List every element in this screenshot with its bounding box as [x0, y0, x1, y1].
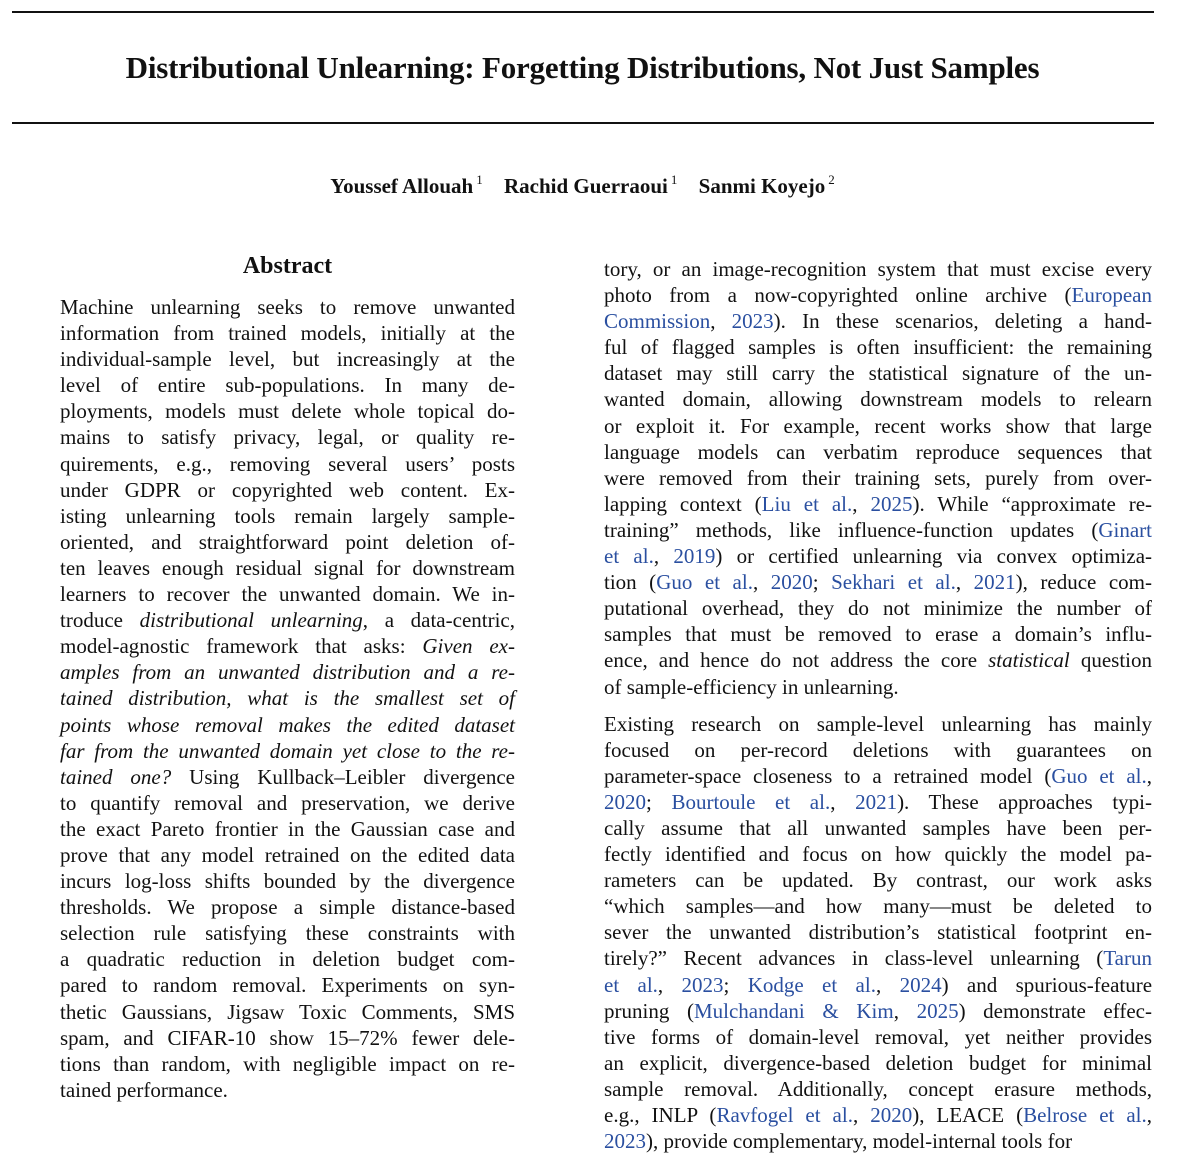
text-run: ,	[830, 789, 856, 814]
text-run: ) or certified unlearning via convex optimiza-	[715, 544, 1153, 569]
text-run: ,	[657, 972, 682, 997]
text-line	[604, 919, 1152, 945]
text-run: ,	[752, 570, 771, 595]
text-run: wanted domain, allowing downstream models to relearn	[604, 387, 1152, 412]
text-line	[60, 894, 515, 920]
author-affiliation: 1	[670, 172, 678, 187]
text-line	[60, 1051, 515, 1077]
citation-link[interactable]: 2025	[870, 491, 913, 516]
citation-link[interactable]: et al.	[604, 972, 658, 997]
paper-title: Distributional Unlearning: Forgetting Distributions, Not Just Samples	[125, 50, 1040, 85]
citation-link[interactable]: Guo et al.	[656, 570, 753, 595]
text-run: ) and spurious-feature	[941, 972, 1153, 997]
text-run: isting unlearning tools remain largely sample-	[60, 503, 515, 528]
emphasis-text: tained one?	[60, 764, 172, 789]
text-line	[60, 685, 515, 711]
text-line	[604, 1128, 1152, 1154]
text-line	[60, 503, 515, 529]
text-line	[604, 491, 1152, 517]
text-line	[604, 256, 1152, 282]
text-run: or exploit it. For example, recent works show that large	[604, 413, 1152, 438]
text-line	[604, 569, 1152, 595]
title-bottom-rule	[12, 122, 1154, 124]
author-name: Youssef Allouah	[330, 174, 474, 198]
text-line	[604, 998, 1152, 1024]
text-run: ful of flagged samples is often insufficient: the remaining	[604, 335, 1152, 360]
text-run: tirely?” Recent advances in class-level unlearning (	[604, 946, 1104, 971]
citation-link[interactable]: 2019	[673, 544, 716, 569]
text-line	[604, 945, 1152, 971]
top-rule	[12, 11, 1154, 13]
text-line	[60, 972, 515, 998]
text-line	[604, 621, 1152, 647]
text-run: were removed from their training sets, purely from over-	[604, 465, 1152, 490]
text-run: samples that must be removed to erase a domain’s influ-	[604, 622, 1152, 647]
text-line	[604, 386, 1152, 412]
text-line	[604, 308, 1152, 334]
text-line	[604, 1024, 1152, 1050]
text-run: pruning (	[604, 998, 694, 1023]
text-line	[604, 815, 1152, 841]
text-run: prove that any model retrained on the edited data	[60, 842, 515, 867]
text-run: learners to recover the unwanted domain. We in-	[60, 582, 515, 607]
text-line	[60, 999, 515, 1025]
text-line	[60, 1077, 515, 1103]
text-line	[60, 868, 515, 894]
text-line	[604, 841, 1152, 867]
citation-link[interactable]: 2023	[731, 309, 774, 334]
text-run: tions than random, with negligible impact on re-	[60, 1051, 515, 1076]
text-run: ,	[1146, 1103, 1153, 1127]
text-line	[604, 517, 1152, 543]
text-line	[60, 451, 515, 477]
text-line	[604, 465, 1152, 491]
text-run: spam, and CIFAR-10 show 15–72% fewer dele-	[60, 1025, 515, 1050]
text-run: ,	[955, 570, 974, 595]
text-run: the exact Pareto frontier in the Gaussian case and	[60, 816, 515, 841]
text-line	[604, 763, 1152, 789]
text-run: to quantify removal and preservation, we derive	[60, 790, 515, 815]
text-run: language models can verbatim reproduce sequences that	[604, 439, 1152, 464]
text-run: cally assume that all unwanted samples have been per-	[604, 815, 1152, 840]
text-run: an explicit, divergence-based deletion budget for minimal	[604, 1050, 1152, 1075]
citation-link[interactable]: Ravfogel et al.	[716, 1103, 853, 1127]
text-line	[60, 398, 515, 424]
citation-link[interactable]: Belrose et al.	[1023, 1103, 1147, 1127]
text-line	[604, 867, 1152, 893]
text-line	[604, 360, 1152, 386]
text-run: fectly identified and focus on how quickly the model pa-	[604, 842, 1152, 867]
text-run: “which samples—and how many—must be deleted to	[604, 894, 1152, 919]
text-run: ) demonstrate effec-	[958, 998, 1152, 1023]
text-run: ), reduce com-	[1015, 570, 1153, 595]
abstract-heading: Abstract	[242, 253, 333, 279]
text-run: selection rule satisfying these constraints with	[60, 921, 515, 946]
text-line	[604, 972, 1152, 998]
text-run: focused on per-record deletions with guarantees on	[604, 737, 1152, 762]
author	[330, 172, 482, 199]
citation-link[interactable]: Liu et al.	[761, 491, 853, 516]
text-run: training” methods, like influence-function updates (	[604, 517, 1099, 542]
text-line	[604, 282, 1152, 308]
citation-link[interactable]: et al.	[604, 544, 654, 569]
text-run: sever the unwanted distribution’s statistical footprint en-	[604, 920, 1152, 945]
text-line	[604, 1076, 1152, 1102]
author-affiliation: 2	[828, 172, 835, 187]
text-line	[604, 595, 1152, 621]
text-run: quirements, e.g., removing several users’ posts	[60, 451, 515, 476]
text-run: ence, and hence do not address the core	[604, 648, 989, 673]
text-run: level of entire sub-populations. In many de-	[60, 373, 515, 398]
text-run: photo from a now-copyrighted online archive (	[604, 283, 1072, 308]
text-line	[60, 920, 515, 946]
text-line	[604, 543, 1152, 569]
introduction-body	[604, 256, 1152, 1154]
text-run: question	[1069, 648, 1152, 673]
text-line	[60, 712, 515, 738]
citation-link[interactable]: 2020	[870, 1103, 913, 1127]
text-run: individual-sample level, but increasingly at the	[60, 347, 515, 372]
emphasis-text: points whose removal makes the edited dataset	[60, 712, 515, 737]
text-line	[604, 674, 1152, 700]
text-run: putational overhead, they do not minimize the number of	[604, 596, 1152, 621]
text-line	[60, 946, 515, 972]
text-run: model-agnostic framework that asks:	[60, 634, 423, 659]
text-run: ,	[875, 972, 900, 997]
text-line	[60, 581, 515, 607]
text-line	[604, 439, 1152, 465]
text-line	[604, 1102, 1152, 1128]
text-line	[604, 1050, 1152, 1076]
citation-link[interactable]: Guo et al.	[1051, 763, 1147, 788]
text-line	[60, 1025, 515, 1051]
text-line	[60, 424, 515, 450]
citation-link[interactable]: 2021	[973, 570, 1016, 595]
text-run: of sample-efficiency in unlearning.	[604, 674, 899, 699]
text-run: ;	[723, 972, 748, 997]
author-name: Rachid Guerraoui	[503, 174, 668, 198]
text-run: e.g., INLP (	[604, 1103, 717, 1127]
text-run: ). In these scenarios, deleting a hand-	[773, 309, 1152, 334]
emphasis-text: statistical	[988, 648, 1070, 673]
author-affiliation: 1	[476, 172, 483, 187]
text-run: thresholds. We propose a simple distance-based	[60, 895, 515, 920]
text-line	[604, 334, 1152, 360]
text-line	[60, 477, 515, 503]
text-line	[60, 764, 515, 790]
text-run: ), LEACE (	[912, 1103, 1024, 1127]
text-run: troduce	[60, 608, 140, 633]
text-line	[60, 529, 515, 555]
emphasis-text: Given ex-	[422, 634, 515, 659]
text-line	[60, 555, 515, 581]
text-line	[60, 372, 515, 398]
text-run: mains to satisfy privacy, legal, or quality re-	[60, 425, 515, 450]
text-run: information from trained models, initially at the	[60, 321, 515, 346]
text-run: parameter-space closeness to a retrained model (	[604, 763, 1052, 788]
text-run: thetic Gaussians, Jigsaw Toxic Comments, SMS	[60, 999, 515, 1024]
text-line	[60, 346, 515, 372]
text-line	[60, 738, 515, 764]
emphasis-text: tained distribution, what is the smallest set of	[60, 686, 515, 711]
text-run: Machine unlearning seeks to remove unwanted	[60, 295, 515, 319]
text-run: Using Kullback–Leibler divergence	[171, 764, 515, 789]
author-name: Sanmi Koyejo	[698, 174, 826, 198]
text-run: ;	[646, 789, 672, 814]
text-run: pared to random removal. Experiments on syn-	[60, 973, 515, 998]
text-run: tained performance.	[60, 1077, 228, 1102]
text-line	[604, 647, 1152, 673]
author-list	[0, 172, 1165, 199]
text-line	[60, 842, 515, 868]
text-run: ,	[653, 544, 674, 569]
text-run: tory, or an image-recognition system that must excise every	[604, 257, 1152, 281]
text-line	[604, 711, 1152, 737]
citation-link[interactable]: 2020	[770, 570, 813, 595]
text-line	[604, 893, 1152, 919]
text-run: under GDPR or copyrighted web content. Ex-	[60, 477, 515, 502]
text-line	[604, 737, 1152, 763]
text-run: sample removal. Additionally, concept erasure methods,	[604, 1076, 1152, 1101]
text-run: a quadratic reduction in deletion budget com-	[60, 947, 515, 972]
citation-link[interactable]: Mulchandani & Kim	[693, 998, 894, 1023]
text-run: ). These approaches typi-	[897, 789, 1152, 814]
author	[699, 172, 835, 199]
abstract-body	[60, 294, 515, 1103]
text-run: oriented, and straightforward point deletion of-	[60, 529, 515, 554]
citation-link[interactable]: 2024	[899, 972, 942, 997]
citation-link[interactable]: 2020	[604, 789, 646, 814]
text-run: ;	[812, 570, 832, 595]
citation-link[interactable]: 2025	[916, 998, 959, 1023]
citation-link[interactable]: 2021	[855, 789, 898, 814]
citation-link[interactable]: Bourtoule et al.	[671, 789, 831, 814]
text-run: Existing research on sample-level unlearning has mainly	[604, 711, 1152, 736]
text-run: ,	[710, 309, 732, 334]
text-run: ployments, models must delete whole topical do-	[60, 399, 515, 424]
emphasis-text: far from the unwanted domain yet close to the re-	[60, 738, 515, 763]
text-run: ,	[893, 998, 917, 1023]
text-run: tive forms of domain-level removal, yet neither provides	[604, 1024, 1152, 1049]
text-line	[604, 789, 1152, 815]
text-run: ,	[1146, 763, 1153, 788]
text-line	[60, 633, 515, 659]
emphasis-text: distributional unlearning	[139, 608, 363, 633]
citation-link[interactable]: Sekhari et al.	[831, 570, 956, 595]
text-run: ,	[852, 491, 871, 516]
emphasis-text: amples from an unwanted distribution and a re-	[60, 660, 515, 685]
text-run: dataset may still carry the statistical signature of the un-	[604, 361, 1152, 386]
citation-link[interactable]: 2023	[681, 972, 724, 997]
citation-link[interactable]: European	[1071, 283, 1152, 308]
text-run: ), provide complementary, model-internal tools for	[646, 1129, 1073, 1154]
text-run: rameters can be updated. By contrast, our work asks	[604, 868, 1152, 893]
text-line	[60, 294, 515, 320]
text-line	[60, 790, 515, 816]
text-line	[60, 816, 515, 842]
text-line	[604, 413, 1152, 439]
text-run: , a data-centric,	[362, 608, 516, 633]
author	[504, 172, 677, 199]
citation-link[interactable]: Tarun	[1103, 946, 1152, 971]
text-line	[60, 659, 515, 685]
text-line	[60, 320, 515, 346]
text-run: lapping context (	[604, 491, 762, 516]
citation-link[interactable]: Commission	[604, 309, 711, 334]
citation-link[interactable]: Ginart	[1098, 517, 1152, 542]
text-run: incurs log-loss shifts bounded by the divergence	[60, 869, 515, 894]
text-run: tion (	[604, 570, 657, 595]
text-run: ten leaves enough residual signal for downstream	[60, 555, 515, 580]
text-run: ). While “approximate re-	[912, 491, 1153, 516]
citation-link[interactable]: Kodge et al.	[747, 972, 876, 997]
citation-link[interactable]: 2023	[604, 1129, 646, 1154]
text-line	[60, 607, 515, 633]
text-run: ,	[852, 1103, 871, 1127]
